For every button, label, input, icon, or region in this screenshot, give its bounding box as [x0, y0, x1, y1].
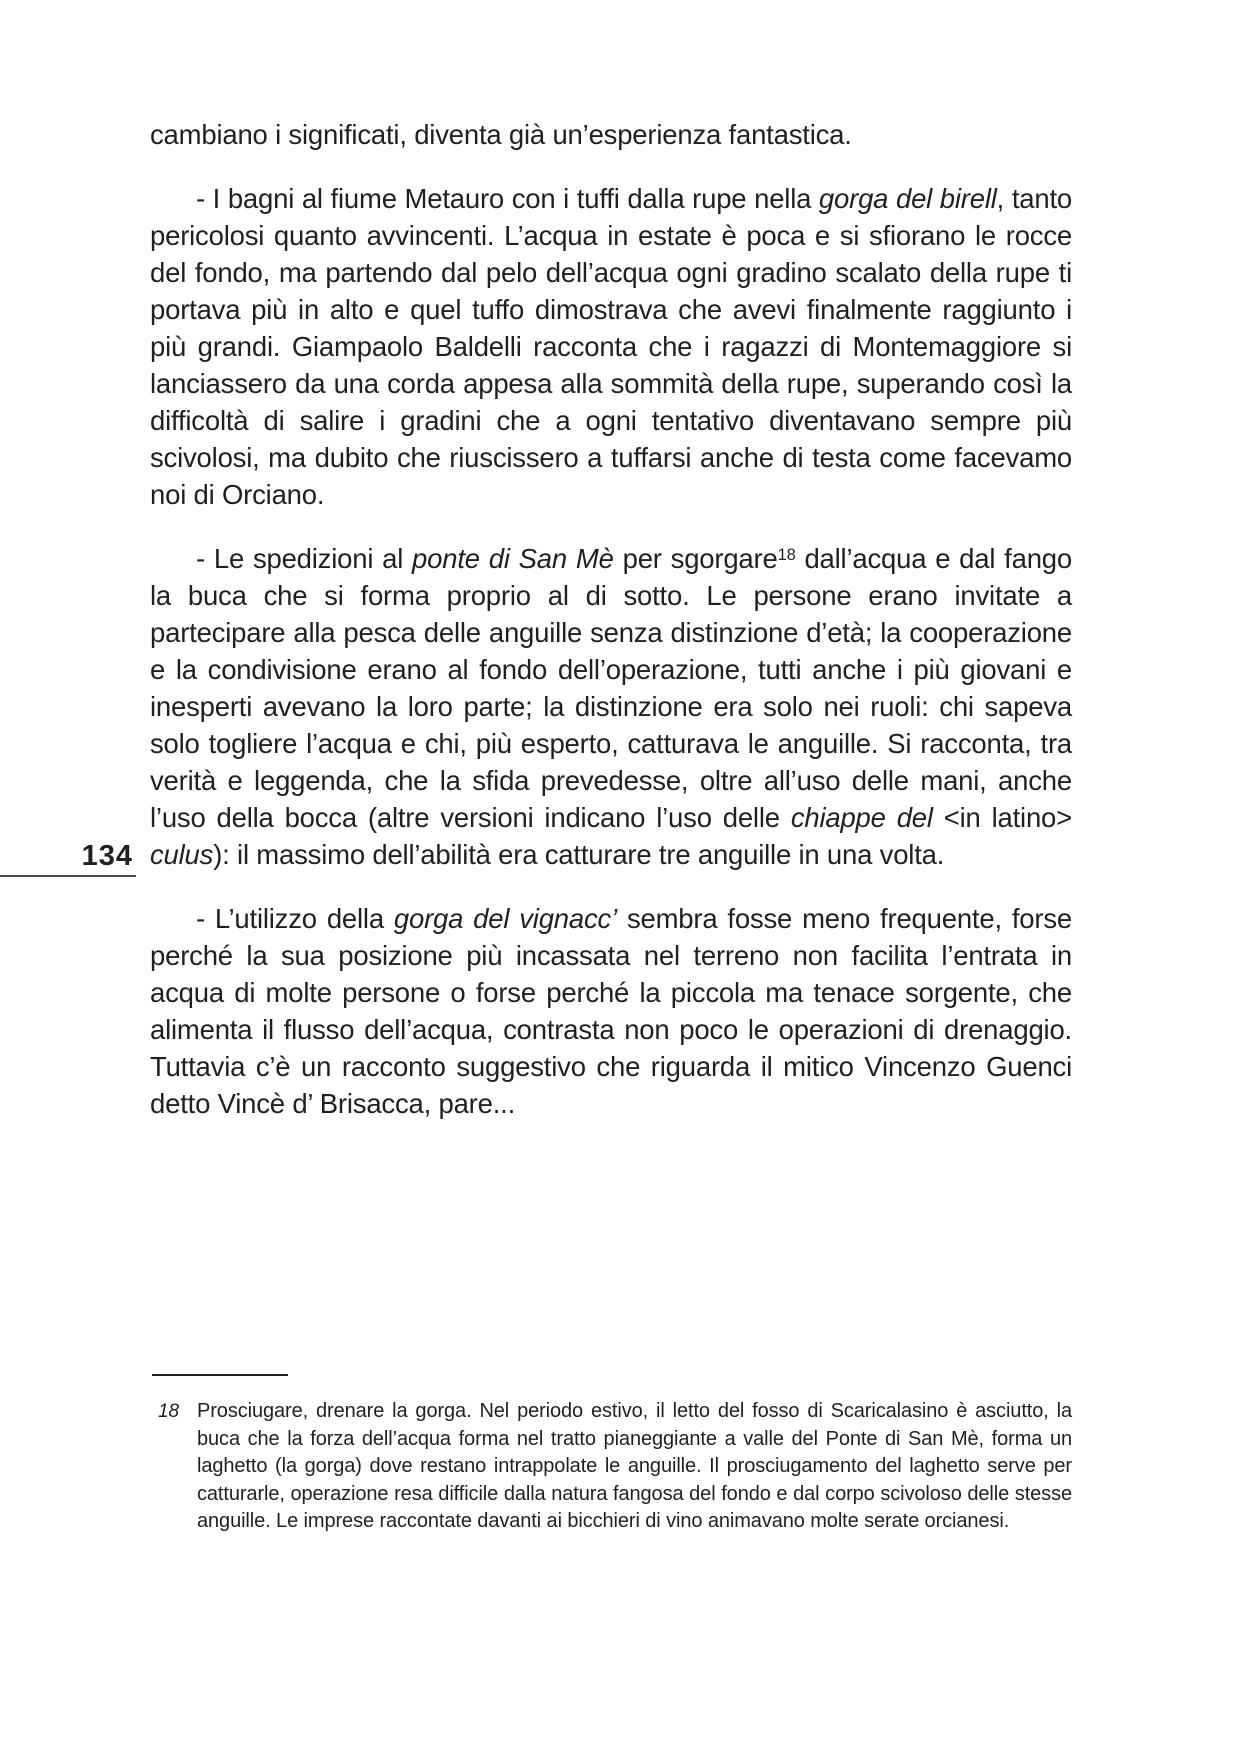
body-paragraph: - Le spedizioni al ponte di San Mè per sgorgare$^{18}$ dall’acqua e dal fango la buca che si forma proprio al di sotto. Le persone erano invitate a partecipare alla pesca delle anguille senza distinzione d’età; la cooperazione e la condivisione erano al fondo dell’operazione, tutti anche i più giovani e inesperti avevano la loro parte; la distinzione era solo nei ruoli: chi sapeva solo togliere l’acqua e chi, più esperto, catturava le anguille. Si racconta, tra verità e leggenda, che la sfida prevedesse, oltre all’uso delle mani, anche l’uso della bocca (altre versioni indicano l’uso delle chiappe del <in latino> culus): il massimo dell’abilità era catturare tre anguille in una volta. — [150, 543, 1072, 870]
page-number: 134 — [81, 840, 133, 872]
footnote-separator-rule — [152, 1374, 288, 1376]
footnote-text: Prosciugare, drenare la gorga. Nel periodo estivo, il letto del fosso di Scaricalasino è asciutto, la buca che la forza dell’acqua forma nel tratto pianeggiante a valle del Ponte di San Mè, forma un laghetto (la gorga) dove restano intrappolate le anguille. Il prosciugamento del laghetto serve per catturarle, operazione resa difficile dalla natura fangosa del fondo e dal corpo scivoloso delle stesse anguille. Le imprese raccontate davanti ai bicchieri di vino animavano molte serate orcianesi. — [197, 1400, 1072, 1532]
body-paragraph: - L’utilizzo della gorga del vignacc’ sembra fosse meno frequente, forse perché la sua posizione più incassata nel terreno non facilita l’entrata in acqua di molte persone o forse perché la piccola ma tenace sorgente, che alimenta il flusso dell’acqua, contrasta non poco le operazioni di drenaggio. Tuttavia c’è un racconto suggestivo che riguarda il mitico Vincenzo Guenci detto Vincè d’ Brisacca, pare... — [150, 903, 1072, 1119]
footnote-marker: 18 — [158, 1401, 179, 1422]
body-paragraph: - I bagni al fiume Metauro con i tuffi dalla rupe nella gorga del birell, tanto pericolosi quanto avvincenti. L’acqua in estate è poca e si sfiorano le rocce del fondo, ma partendo dal pelo dell’acqua ogni gradino scalato della rupe ti portava più in alto e quel tuffo dimostrava che avevi finalmente raggiunto i più grandi. Giampaolo Baldelli racconta che i ragazzi di Montemaggiore si lanciassero da una corda appesa alla sommità della rupe, superando così la difficoltà di salire i gradini che a ogni tentativo diventavano sempre più scivolosi, ma dubito che riuscissero a tuffarsi anche di testa come facevamo noi di Orciano. — [150, 183, 1072, 510]
footnote — [150, 1398, 1072, 1536]
body-text — [150, 116, 1072, 1149]
body-paragraph: cambiano i significati, diventa già un’esperienza fantastica. — [150, 119, 852, 150]
page-number-block — [0, 841, 136, 877]
page-number-rule — [0, 875, 136, 877]
